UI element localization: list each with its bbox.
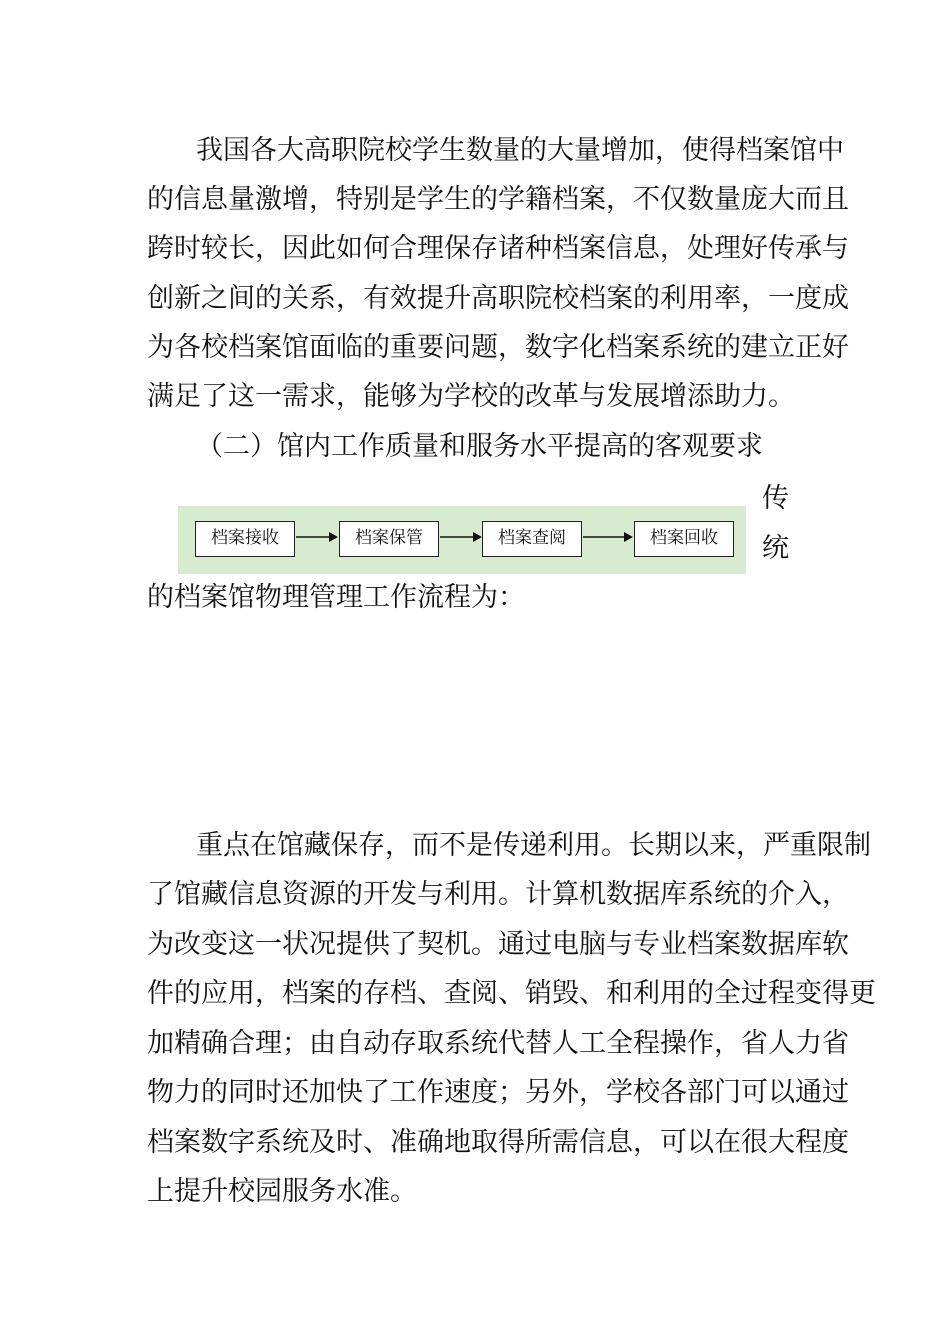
flow-arrow-icon [295,530,339,544]
paragraph-2-line: 了馆藏信息资源的开发与利用。计算机数据库系统的介入， [147,879,849,910]
flow-step-receive: 档案接收 [195,521,295,557]
paragraph-1-line: 我国各大高职院校学生数量的大量增加，使得档案馆中 [196,135,844,166]
flow-step-recycle: 档案回收 [634,521,734,557]
paragraph-1-line: 为各校档案馆面临的重要问题，数字化档案系统的建立正好 [147,332,849,363]
side-text-char: 统 [762,533,789,564]
flow-arrow-icon [439,530,483,544]
paragraph-2-line: 上提升校园服务水准。 [147,1176,417,1207]
flowchart [178,506,746,574]
flow-intro-continuation: 的档案馆物理管理工作流程为： [147,582,525,613]
paragraph-2-line: 物力的同时还加快了工作速度；另外，学校各部门可以通过 [147,1077,849,1108]
paragraph-2-line: 为改变这一状况提供了契机。通过电脑与专业档案数据库软 [147,929,849,960]
paragraph-1-line: 创新之间的关系，有效提升高职院校档案的利用率，一度成 [147,283,849,314]
paragraph-1-line: 的信息量激增，特别是学生的学籍档案，不仅数量庞大而且 [147,184,849,215]
flow-step-consult: 档案查阅 [482,521,582,557]
flow-step-storage: 档案保管 [339,521,439,557]
paragraph-1-line: 满足了这一需求，能够为学校的改革与发展增添助力。 [147,381,795,412]
side-text-char: 传 [762,483,789,514]
flow-arrow-icon [582,530,634,544]
paragraph-2-line: 档案数字系统及时、准确地取得所需信息，可以在很大程度 [147,1127,849,1158]
paragraph-2-line: 加精确合理；由自动存取系统代替人工全程操作，省人力省 [147,1028,849,1059]
paragraph-2-line: 件的应用，档案的存档、查阅、销毁、和利用的全过程变得更 [147,978,876,1009]
section-heading: （二）馆内工作质量和服务水平提高的客观要求 [196,431,763,462]
paragraph-2-line: 重点在馆藏保存，而不是传递利用。长期以来，严重限制 [196,830,871,861]
paragraph-1-line: 跨时较长，因此如何合理保存诸种档案信息，处理好传承与 [147,233,849,264]
